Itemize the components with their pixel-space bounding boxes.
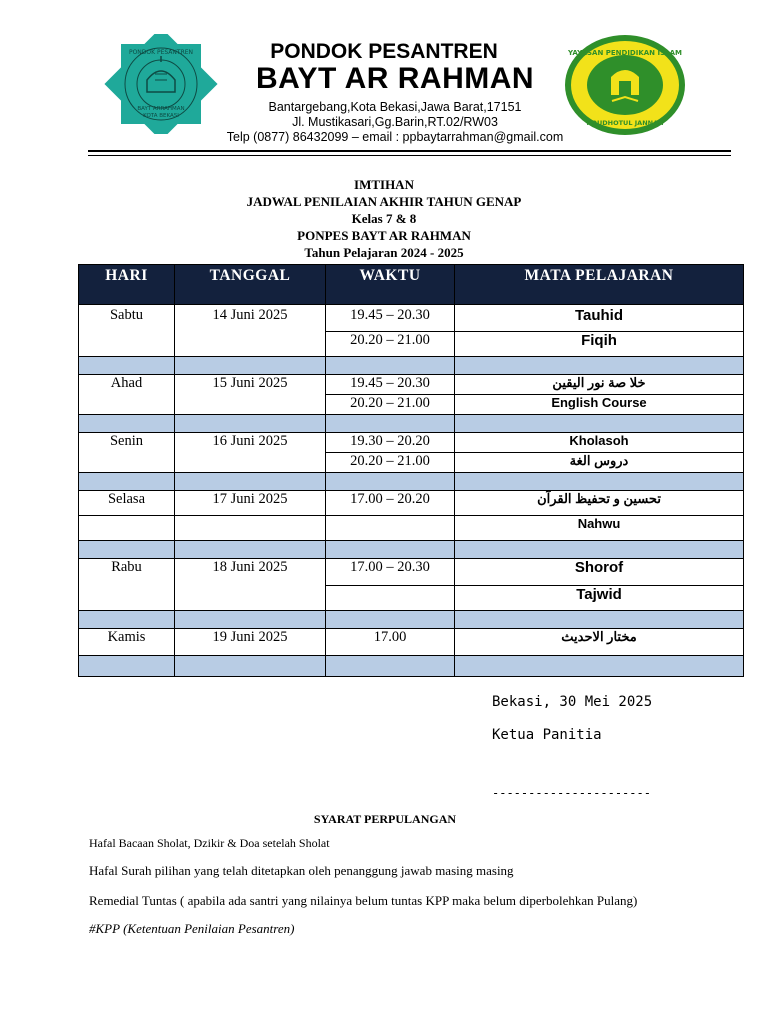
logo-right-arc-top: YAYASAN PENDIDIKAN ISLAM (568, 49, 682, 57)
signature-role: Ketua Panitia (492, 727, 602, 743)
cell-tanggal: 17 Juni 2025 (175, 491, 326, 516)
cell-hari: Rabu (79, 559, 175, 611)
cell-tanggal: 18 Juni 2025 (175, 559, 326, 611)
cell-mapel: Fiqih (455, 332, 744, 357)
table-row (79, 559, 744, 586)
heading-tahun: Tahun Pelajaran 2024 - 2025 (304, 245, 464, 260)
address-line2: Jl. Mustikasari,Gg.Barin,RT.02/RW03 (292, 115, 498, 129)
cell-mapel: تحسين و تحفيظ القرآن (455, 491, 744, 516)
cell-waktu: 19.30 – 20.20 (326, 433, 455, 453)
header-rule-thin (88, 155, 731, 156)
cell-mapel: Shorof (455, 559, 744, 586)
cell-mapel: Nahwu (455, 516, 744, 541)
cell-waktu (326, 586, 455, 611)
gap-row (79, 541, 744, 559)
syarat-title: SYARAT PERPULANGAN (313, 812, 457, 826)
gap-row (79, 611, 744, 629)
school-name: BAYT AR RAHMAN (255, 62, 535, 95)
cell-mapel: Kholasoh (455, 433, 744, 453)
table-row (79, 491, 744, 516)
logo-right-arc-bottom: ROUDHOTUL JANNAH (586, 119, 664, 127)
logo-left-bottom1: BAYT ARRAHMAN (137, 106, 185, 112)
cell-tanggal: 16 Juni 2025 (175, 433, 326, 473)
cell-mapel: خلا صة نور اليقين (455, 375, 744, 395)
schedule-table (78, 264, 744, 677)
cell-waktu: 17.00 – 20.30 (326, 559, 455, 586)
logo-left-bottom2: KOTA BEKASI (143, 113, 179, 119)
cell-mapel: دروس الغة (455, 453, 744, 473)
cell-tanggal: 19 Juni 2025 (175, 629, 326, 656)
table-row (79, 516, 744, 541)
cell-waktu (326, 516, 455, 541)
school-type: PONDOK PESANTREN (270, 40, 498, 63)
cell-hari: Sabtu (79, 305, 175, 357)
table-row (79, 629, 744, 656)
cell-waktu: 20.20 – 21.00 (326, 453, 455, 473)
gap-row (79, 656, 744, 677)
col-waktu: WAKTU (326, 265, 455, 305)
cell-waktu: 17.00 (326, 629, 455, 656)
heading-ponpes: PONPES BAYT AR RAHMAN (297, 228, 471, 243)
table-row (79, 433, 744, 453)
cell-tanggal: 15 Juni 2025 (175, 375, 326, 415)
address-line1: Bantargebang,Kota Bekasi,Jawa Barat,17151 (268, 100, 522, 114)
cell-mapel: مختار الاحديث (455, 629, 744, 656)
cell-hari: Selasa (79, 491, 175, 516)
syarat-item-1: Hafal Bacaan Sholat, Dzikir & Doa setelah Sholat (89, 836, 330, 850)
cell-mapel: Tajwid (455, 586, 744, 611)
contact-line: Telp (0877) 86432099 – email : ppbaytarrahman@gmail.com (226, 130, 564, 144)
syarat-item-2: Hafal Surah pilihan yang telah ditetapkan oleh penanggung jawab masing masing (89, 863, 514, 878)
cell-hari: Senin (79, 433, 175, 473)
signature-place-date: Bekasi, 30 Mei 2025 (492, 694, 653, 710)
heading-imtihan: IMTIHAN (354, 177, 414, 192)
signature-line: ---------------------- (492, 786, 651, 800)
cell-hari: Ahad (79, 375, 175, 415)
logo-left-arc-text: PONDOK PESANTREN (128, 49, 194, 56)
col-mata-pelajaran: MATA PELAJARAN (455, 265, 744, 305)
cell-hari: Kamis (79, 629, 175, 656)
cell-mapel: English Course (455, 395, 744, 415)
cell-waktu: 20.20 – 21.00 (326, 395, 455, 415)
table-row (79, 305, 744, 332)
cell-waktu: 17.00 – 20.20 (326, 491, 455, 516)
heading-kelas: Kelas 7 & 8 (351, 211, 417, 226)
syarat-item-3: Remedial Tuntas ( apabila ada santri yang nilainya belum tuntas KPP maka belum diperbolehkan Pulang) (89, 893, 638, 908)
cell-mapel: Tauhid (455, 305, 744, 332)
gap-row (79, 415, 744, 433)
cell-waktu: 19.45 – 20.30 (326, 375, 455, 395)
heading-jadwal: JADWAL PENILAIAN AKHIR TAHUN GENAP (246, 194, 522, 209)
cell-tanggal: 14 Juni 2025 (175, 305, 326, 357)
cell-waktu: 20.20 – 21.00 (326, 332, 455, 357)
table-header-row (79, 265, 744, 305)
gap-row (79, 473, 744, 491)
header-rule (88, 150, 731, 152)
cell-waktu: 19.45 – 20.30 (326, 305, 455, 332)
col-tanggal: TANGGAL (175, 265, 326, 305)
table-row (79, 375, 744, 395)
col-hari: HARI (79, 265, 175, 305)
gap-row (79, 357, 744, 375)
syarat-item-4: #KPP (Ketentuan Penilaian Pesantren) (89, 921, 295, 936)
